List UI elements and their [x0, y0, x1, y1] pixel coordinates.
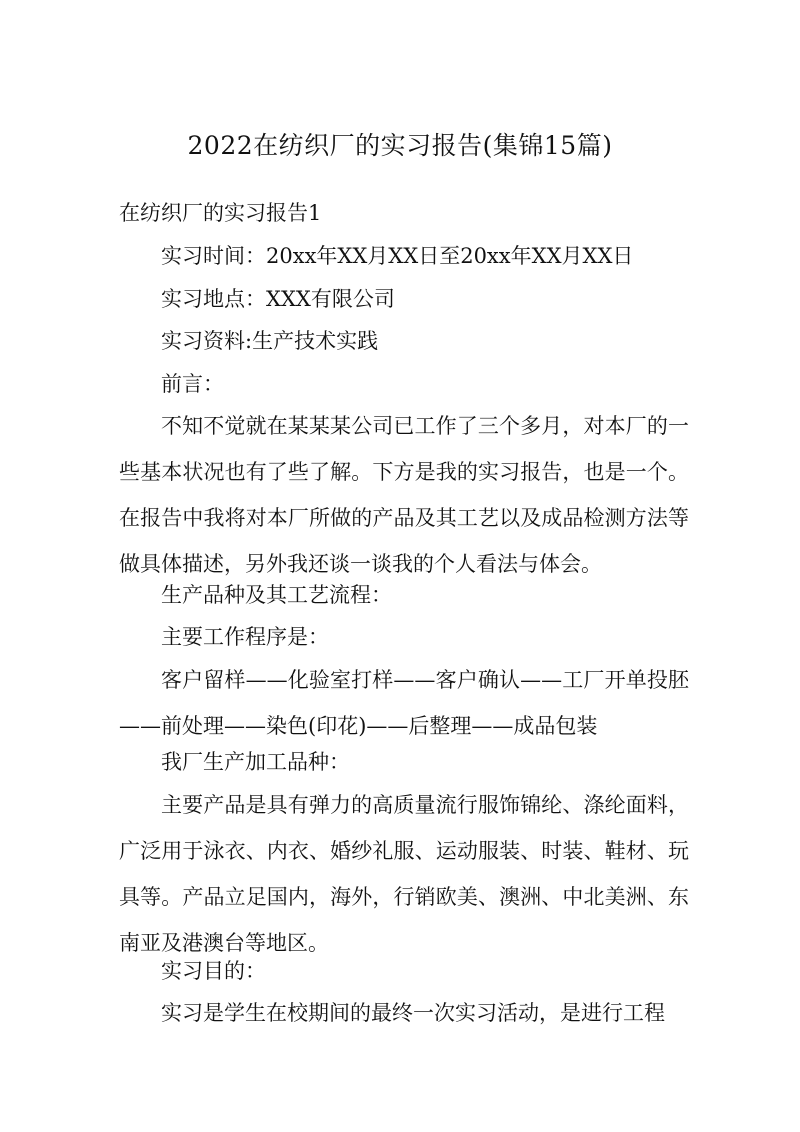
preface-label: 前言： — [161, 372, 224, 396]
preface-paragraph: 不知不觉就在某某某公司已工作了三个多月，对本厂的一些基本状况也有了些了解。下方是我的实习报告，也是一个。在报告中我将对本厂所做的产品及其工艺以及成品检测方法等做具体描述，另外我还谈一谈我的个人看法与体会。 — [119, 414, 689, 576]
main-procedure-label: 主要工作程序是： — [161, 625, 329, 649]
internship-material: 实习资料:生产技术实践 — [161, 329, 379, 353]
purpose-label: 实习目的： — [161, 959, 266, 983]
purpose-paragraph: 实习是学生在校期间的最终一次实习活动，是进行工程 — [161, 1001, 665, 1025]
procedure-paragraph: 客户留样——化验室打样——客户确认——工厂开单投胚——前处理——染色(印花)——后整理——成品包装 — [119, 668, 689, 738]
internship-place: 实习地点：XXX有限公司 — [161, 287, 395, 311]
internship-time: 实习时间：20xx年XX月XX日至20xx年XX月XX日 — [161, 244, 634, 268]
factory-products-label: 我厂生产加工品种： — [161, 750, 350, 774]
document-title: 2022在纺织厂的实习报告(集锦15篇) — [187, 131, 613, 160]
section-heading: 在纺织厂的实习报告1 — [119, 201, 322, 225]
products-process-heading: 生产品种及其工艺流程： — [161, 583, 392, 607]
products-paragraph: 主要产品是具有弹力的高质量流行服饰锦纶、涤纶面料，广泛用于泳衣、内衣、婚纱礼服、运动服装、时装、鞋材、玩具等。产品立足国内，海外，行销欧美、澳洲、中北美洲、东南亚及港澳台等地区。 — [119, 793, 689, 955]
